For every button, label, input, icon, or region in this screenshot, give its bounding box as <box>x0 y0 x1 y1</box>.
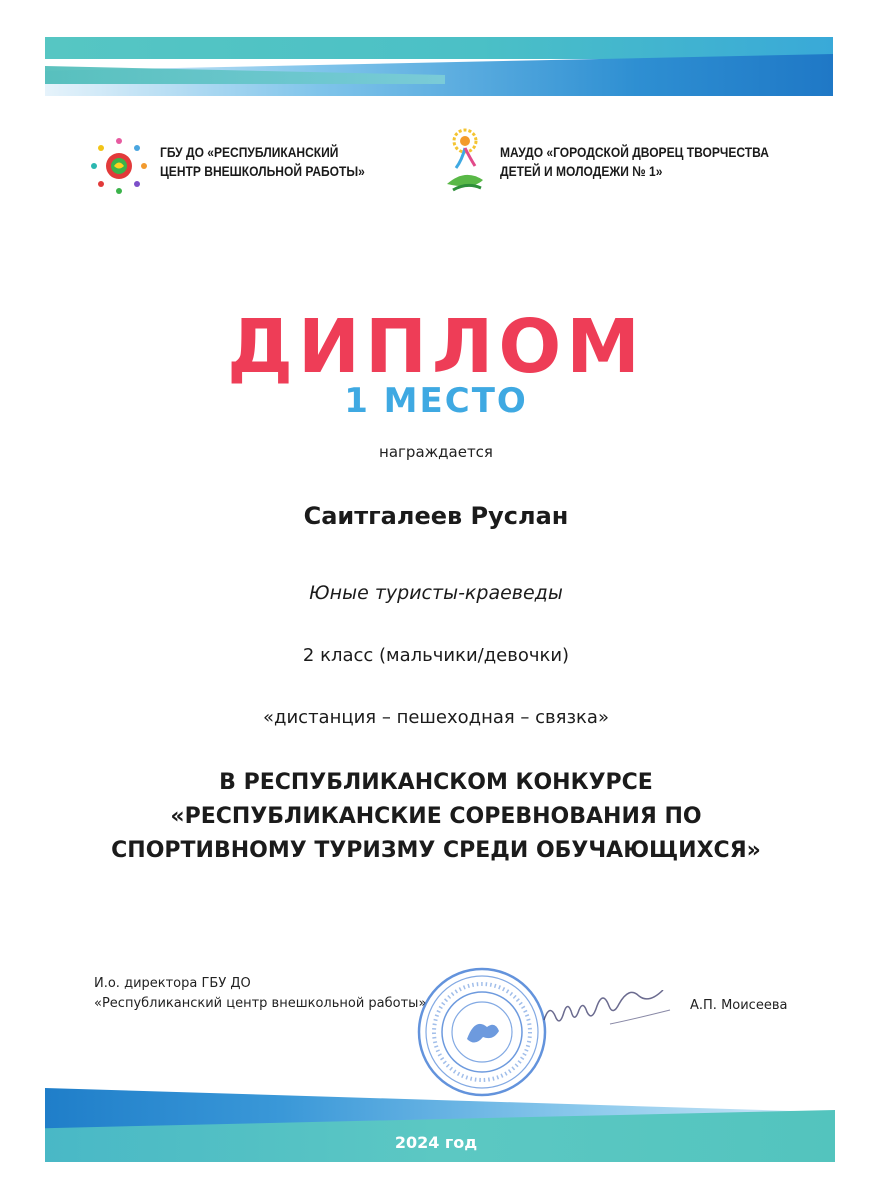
category-name: Юные туристы-краеведы <box>309 582 563 604</box>
organizer-left-name <box>160 143 365 181</box>
republican-center-logo-icon <box>88 135 150 197</box>
signer-position-line1: И.о. директора ГБУ ДО <box>94 976 251 991</box>
contest-line3: СПОРТИВНОМУ ТУРИЗМУ СРЕДИ ОБУЧАЮЩИХСЯ» <box>111 838 761 863</box>
organizer-left-line1: ГБУ ДО «РЕСПУБЛИКАНСКИЙ <box>160 144 339 160</box>
contest-title <box>0 766 872 868</box>
award-place: 1 МЕСТО <box>344 381 528 421</box>
organizer-right-line2: ДЕТЕЙ И МОЛОДЕЖИ № 1» <box>500 163 663 179</box>
contest-line1: В РЕСПУБЛИКАНСКОМ КОНКУРСЕ <box>219 770 653 795</box>
recipient-name: Саитгалеев Руслан <box>303 502 569 530</box>
organizer-left-line2: ЦЕНТР ВНЕШКОЛЬНОЙ РАБОТЫ» <box>160 163 365 179</box>
signer-name: А.П. Моисеева <box>690 998 788 1013</box>
top-decor-band-teal <box>45 37 833 59</box>
signer-position-line2: «Республиканский центр внешкольной работы» <box>94 996 427 1011</box>
organizer-right-name <box>500 143 775 181</box>
contest-line2: «РЕСПУБЛИКАНСКИЕ СОРЕВНОВАНИЯ ПО <box>170 804 702 829</box>
discipline-name: «дистанция – пешеходная – связка» <box>263 707 609 728</box>
grade-group: 2 класс (мальчики/девочки) <box>302 645 570 666</box>
handwritten-signature-icon <box>540 990 690 1030</box>
diploma-title: ДИПЛОМ <box>227 304 645 390</box>
awarded-text: награждается <box>379 443 493 461</box>
signer-position <box>94 974 426 1014</box>
official-round-stamp-icon <box>415 965 550 1100</box>
organizer-right-line1: МАУДО «ГОРОДСКОЙ ДВОРЕЦ ТВОРЧЕСТВА <box>500 144 769 160</box>
diploma-year: 2024 год <box>394 1133 478 1152</box>
city-palace-logo-icon <box>443 128 487 194</box>
